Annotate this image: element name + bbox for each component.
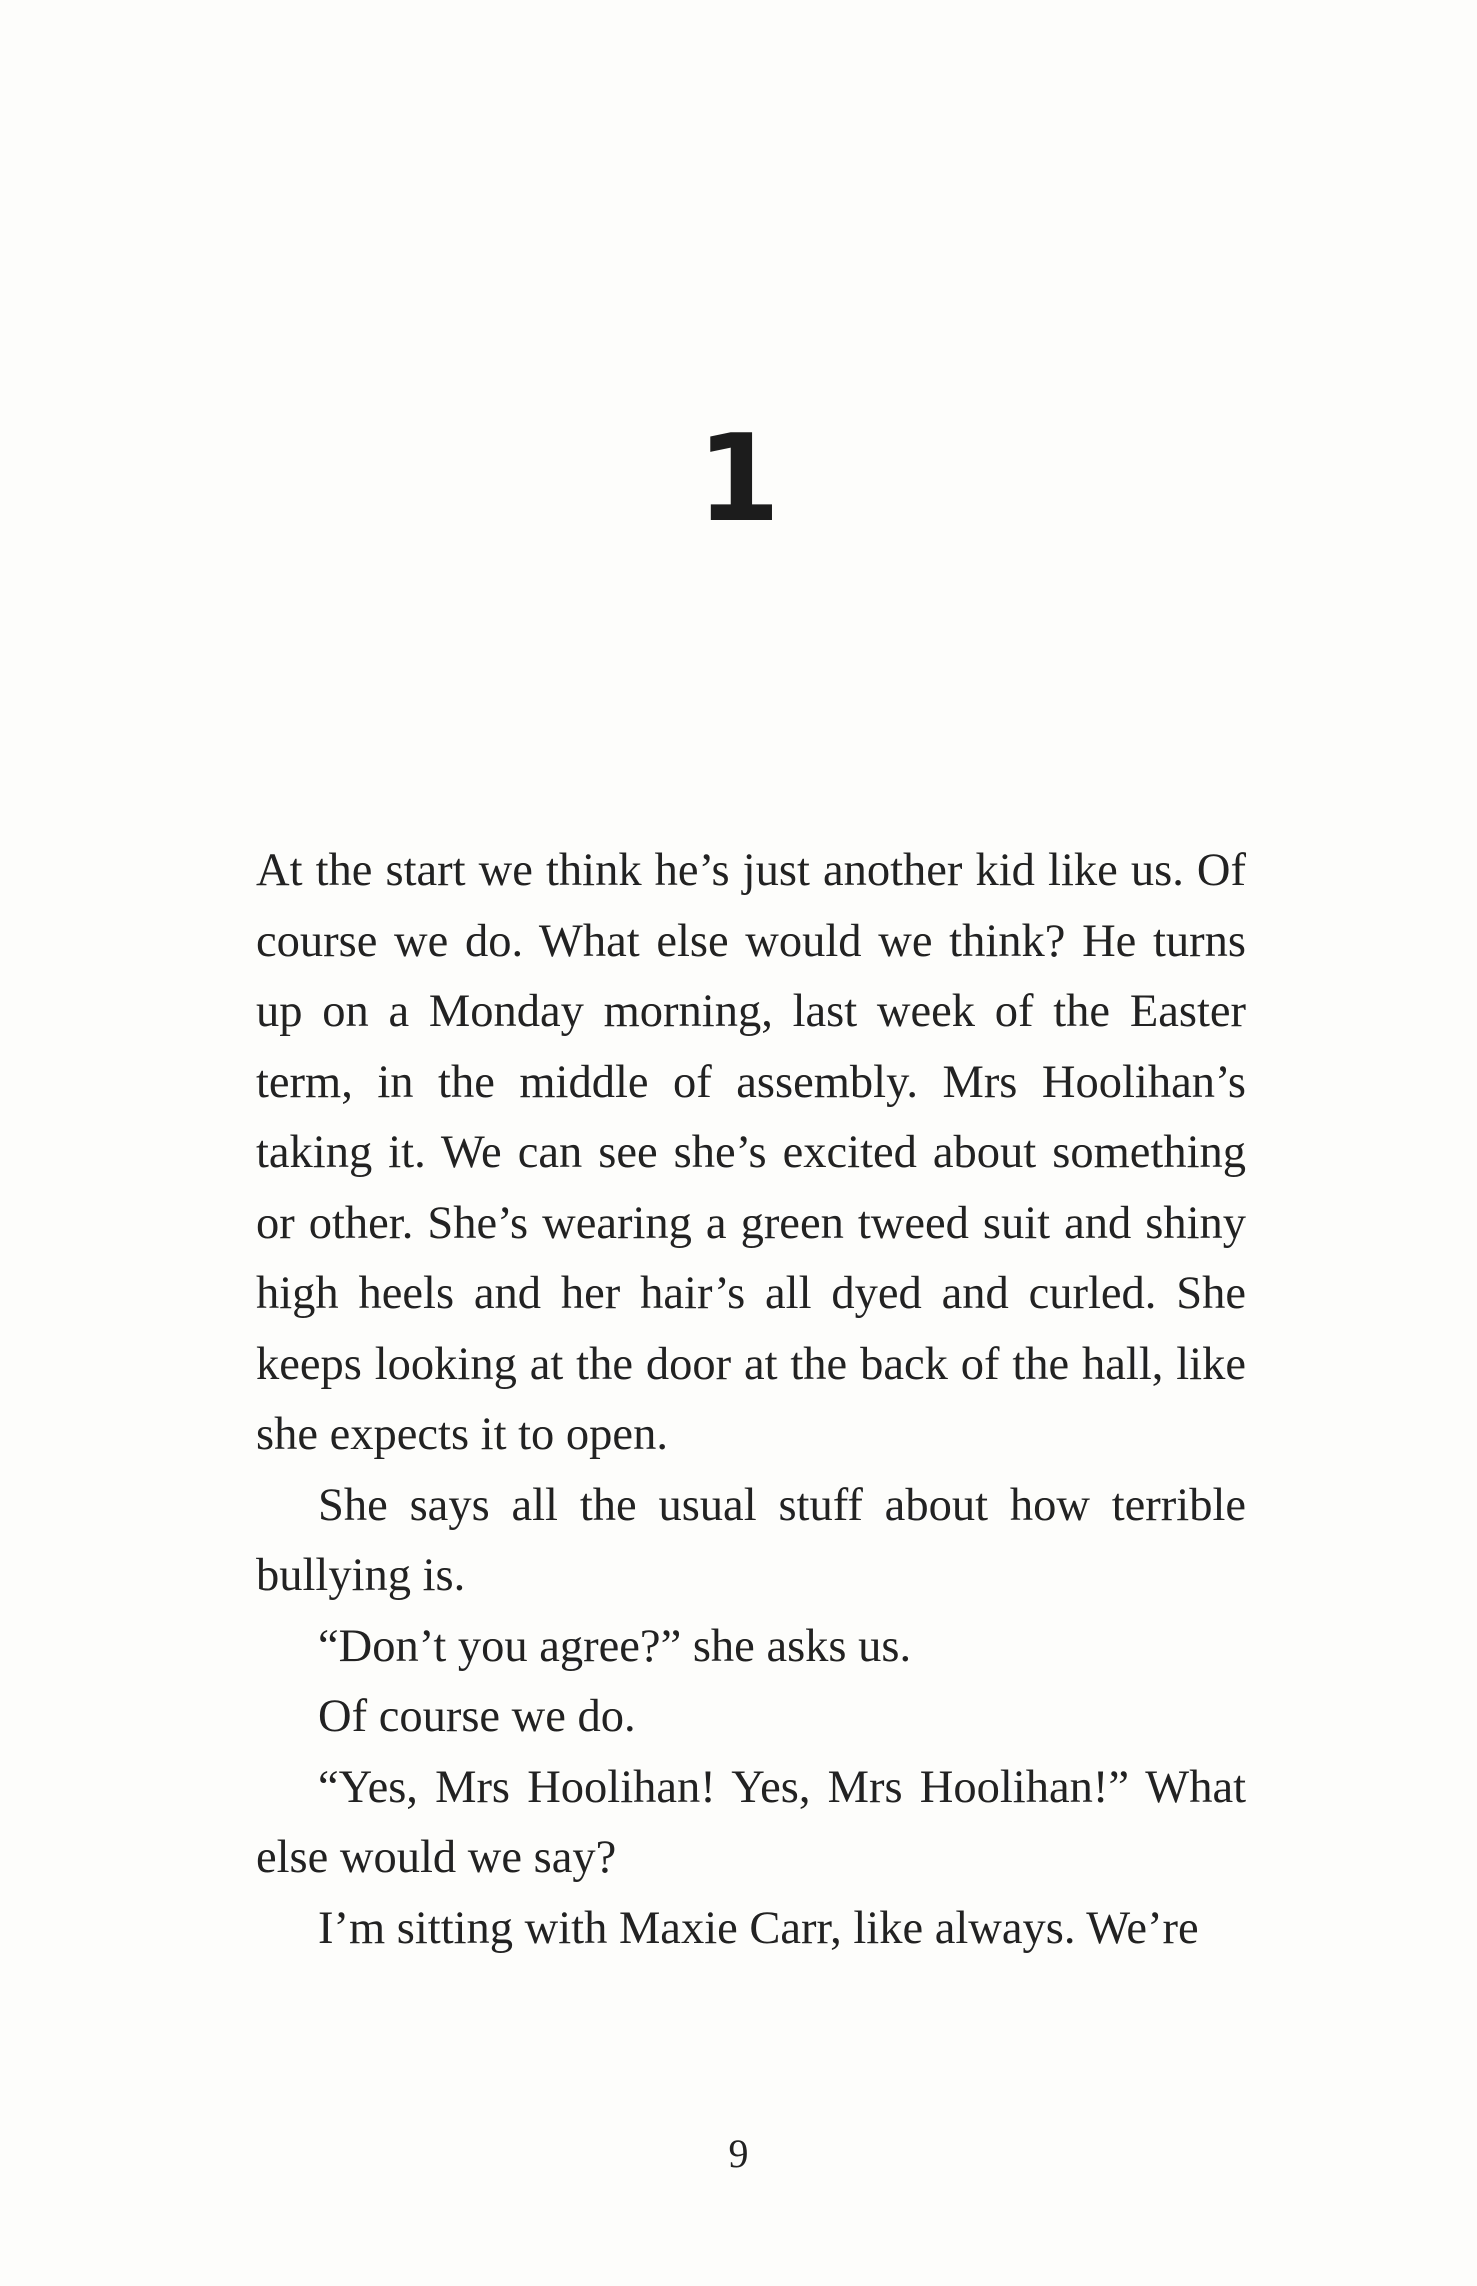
paragraph: “Don’t you agree?” she asks us. (318, 1620, 912, 1672)
paragraph: At the start we think he’s just another kid like us. Of course we do. What else would we think? He turns up on a Monday morning, last week of the Easter term, in the middle of assembly. Mrs Hoolihan’s taking it. We can see she’s excited about something or other. She’s wearing a green tweed suit and shiny high heels and her hair’s all dyed and curled. She keeps looking at the door at the back of the hall, like she expects it to open. (256, 845, 1246, 1460)
paragraph: “Yes, Mrs Hoolihan! Yes, Mrs Hoolihan!” What else would we say? (256, 1761, 1246, 1883)
chapter-body (256, 836, 1246, 1964)
chapter-number: 1 (696, 410, 781, 549)
paragraph: She says all the usual stuff about how terrible bullying is. (256, 1479, 1246, 1601)
paragraph: Of course we do. (318, 1691, 636, 1742)
paragraph: I’m sitting with Maxie Carr, like always. We’re (318, 1902, 1199, 1954)
page-number: 9 (728, 2131, 749, 2176)
